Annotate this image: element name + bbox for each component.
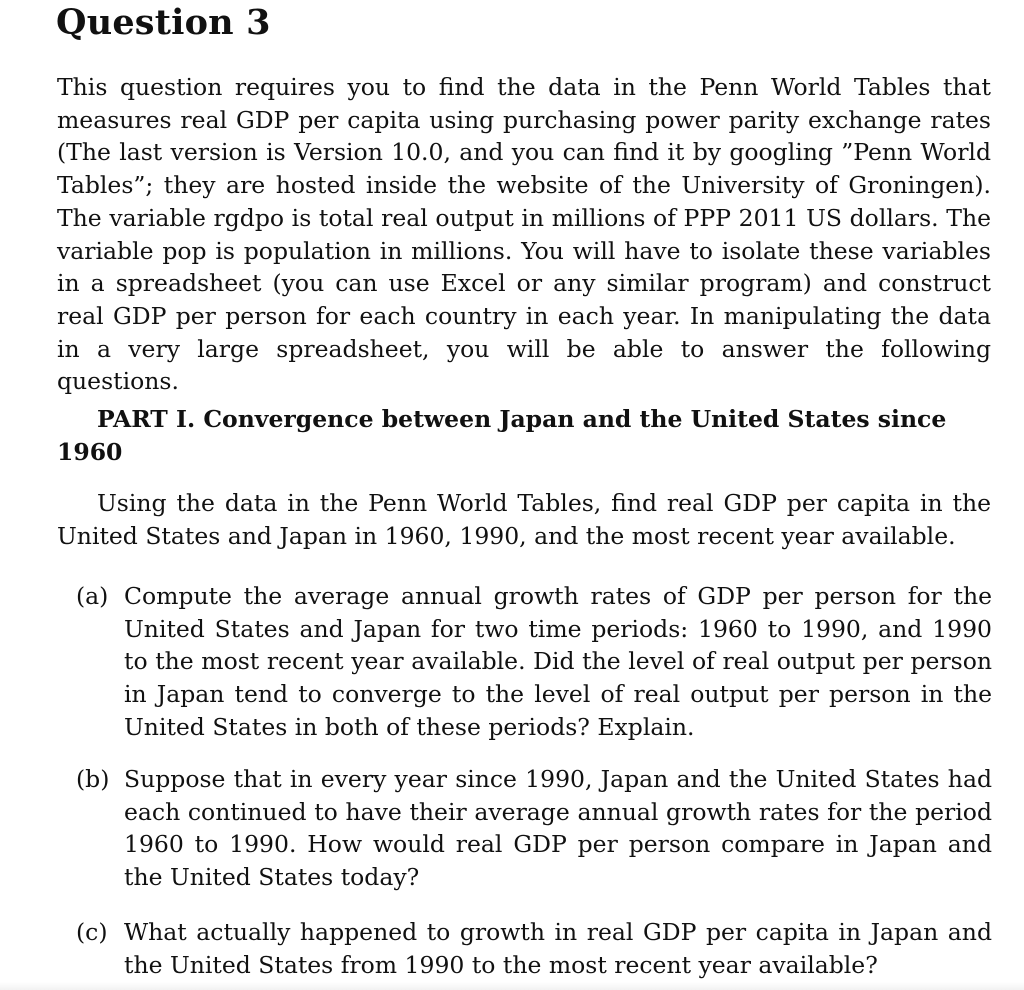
part-heading: PART I. Convergence between Japan and the United States since 1960 <box>57 405 947 466</box>
list-item-marker: (b) <box>76 765 110 793</box>
list-item-marker: (c) <box>76 918 108 946</box>
bottom-edge-shadow <box>0 982 1024 990</box>
list-item-text: Compute the average annual growth rates of GDP per person for the United States and Japan for two time periods: 1960 to 1990, and 1990 to the most recent year available. Did the level of real output per person in Japan tend to converge to the level of real output per person in the United States in both of these periods? Explain. <box>124 582 992 741</box>
list-item-a <box>76 580 992 744</box>
list-item-marker: (a) <box>76 582 109 610</box>
list-item-text: What actually happened to growth in real GDP per capita in Japan and the United States from 1990 to the most recent year available? <box>124 918 992 979</box>
list-item-c <box>76 916 992 981</box>
list-item-text: Suppose that in every year since 1990, Japan and the United States had each continued to have their average annual growth rates for the period 1960 to 1990. How would real GDP per person compare in Japan and the United States today? <box>124 765 992 892</box>
intro-paragraph: This question requires you to find the data in the Penn World Tables that measures real GDP per capita using purchasing power parity exchange rates (The last version is Version 10.0, and you can find it by googling ”Penn World Tables”; they are hosted inside the website of the University of Groningen). The variable rgdpo is total real output in millions of PPP 2011 US dollars. The variable pop is population in millions. You will have to isolate these variables in a spreadsheet (you can use Excel or any similar program) and construct real GDP per person for each country in each year. In manipulating the data in a very large spreadsheet, you will be able to answer the following questions. <box>57 73 991 396</box>
part-intro-paragraph: Using the data in the Penn World Tables, find real GDP per capita in the United States and Japan in 1960, 1990, and the most recent year available. <box>57 489 991 550</box>
list-item-b <box>76 763 992 894</box>
question-title: Question 3 <box>56 2 271 43</box>
